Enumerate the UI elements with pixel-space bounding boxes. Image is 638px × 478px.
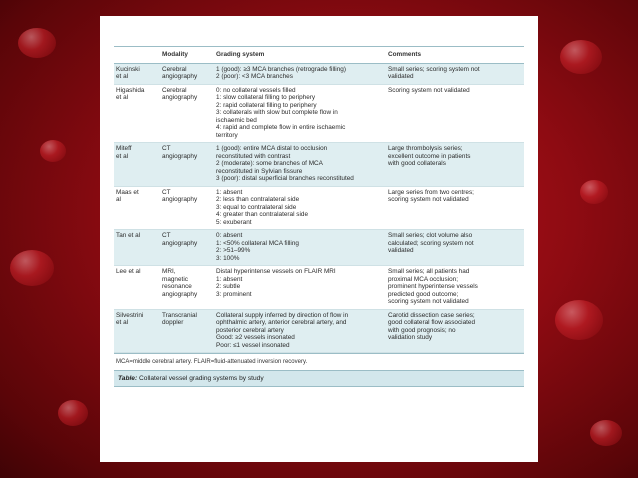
table-row [114, 84, 524, 143]
comments-cell-line: excellent outcome in patients [388, 152, 471, 160]
grading-cell-line: posterior cerebral artery [216, 326, 284, 334]
comments-cell-line: validation study [388, 334, 433, 341]
background-droplet [560, 40, 602, 74]
table-body [114, 63, 524, 353]
modality-cell-line: angiography [162, 73, 198, 80]
comments-cell-line: good collateral flow associated [388, 319, 476, 326]
caption-text: Collateral vessel grading systems by study [137, 375, 264, 382]
modality-cell [160, 143, 214, 187]
grading-cell-line: 2 (poor): <3 MCA branches [216, 73, 293, 80]
study-cell [114, 309, 160, 353]
grading-cell-line: Distal hyperintense vessels on FLAIR MRI [216, 268, 336, 275]
table-row [114, 186, 524, 230]
comments-cell-line: prominent hyperintense vessels [388, 283, 478, 290]
comments-cell-line: proximal MCA occlusion; [388, 275, 458, 283]
modality-cell-line: angiography [162, 196, 198, 203]
grading-cell-line: 1: absent [216, 188, 243, 196]
comments-cell-line: Large series from two centres; [388, 188, 474, 196]
comments-cell-line: calculated; scoring system not [388, 239, 474, 247]
grading-cell-line: ischaemic bed [216, 116, 257, 124]
comments-cell-line: scoring system not validated [388, 298, 469, 305]
comments-cell-line: scoring system not validated [388, 196, 469, 203]
study-cell [114, 266, 160, 310]
grading-cell [214, 143, 386, 187]
comments-cell-line: Carotid dissection case series; [388, 311, 475, 319]
study-cell [114, 230, 160, 266]
study-cell-line: al [116, 196, 121, 203]
grading-cell-line: 3 (poor): distal superficial branches reconstituted [216, 175, 354, 182]
header-study [114, 47, 160, 64]
table-header-row [114, 47, 524, 64]
study-cell [114, 143, 160, 187]
study-cell-line: Lee et al [116, 268, 141, 275]
grading-cell-line: 1: slow collateral filling to periphery [216, 94, 316, 101]
modality-cell [160, 186, 214, 230]
modality-cell-line: angiography [162, 239, 198, 247]
comments-cell-line: with good prognosis; no [388, 326, 456, 334]
header-modality: Modality [160, 47, 214, 64]
comments-cell-line: Small series; all patients had [388, 268, 470, 275]
grading-cell-line: Good: ≥2 vessels insonated [216, 334, 295, 341]
modality-cell-line: angiography [162, 94, 198, 101]
table-row [114, 63, 524, 84]
background-droplet [580, 180, 608, 204]
study-cell [114, 186, 160, 230]
grading-cell-line: 3: 100% [216, 254, 240, 262]
table-row [114, 309, 524, 353]
comments-cell-line: validated [388, 247, 414, 254]
background-droplet [58, 400, 88, 426]
modality-cell [160, 84, 214, 143]
table-row [114, 266, 524, 310]
comments-cell-line: Small series; clot volume also [388, 232, 473, 239]
grading-cell-line: 2: subtle [216, 283, 241, 290]
modality-cell-line: Transcranial [162, 311, 197, 319]
grading-cell-line: 3: collaterals with slow but complete flow in [216, 109, 338, 116]
study-cell-line: Maas et [116, 188, 139, 196]
study-cell-line: Kucinski [116, 65, 140, 73]
grading-cell-line: ophthalmic artery, anterior cerebral artery, and [216, 319, 347, 326]
background-droplet [555, 300, 603, 340]
grading-cell-line: 1 (good): ≥3 MCA branches (retrograde filling) [216, 65, 346, 73]
grading-cell-line: 2: rapid collateral filling to periphery [216, 101, 317, 109]
comments-cell [386, 84, 524, 143]
study-cell [114, 63, 160, 84]
modality-cell-line: angiography [162, 152, 198, 160]
study-cell-line: Tan et al [116, 232, 141, 239]
background-droplet [10, 250, 54, 286]
comments-cell [386, 143, 524, 187]
comments-cell-line: with good collaterals [388, 160, 446, 167]
grading-cell [214, 84, 386, 143]
grading-cell-line: 4: greater than contralateral side [216, 211, 309, 218]
modality-cell-line: magnetic [162, 275, 188, 283]
background-droplet [18, 28, 56, 58]
table-caption [114, 370, 524, 387]
table-footnote: MCA=middle cerebral artery. FLAIR=fluid-attenuated inversion recovery. [114, 353, 524, 368]
background-droplet [590, 420, 622, 446]
grading-cell-line: 2: less than contralateral side [216, 196, 300, 203]
grading-cell-line: 0: absent [216, 232, 243, 239]
modality-cell [160, 230, 214, 266]
modality-cell [160, 266, 214, 310]
grading-cell-line: 4: rapid and complete flow in entire ischaemic [216, 124, 346, 131]
modality-cell-line: angiography [162, 290, 198, 298]
grading-cell-line: 3: prominent [216, 290, 252, 298]
grading-cell-line: territory [216, 131, 238, 139]
grading-systems-table [114, 46, 524, 353]
study-cell-line: Higashida [116, 86, 145, 94]
modality-cell-line: MRI, [162, 268, 176, 275]
comments-cell [386, 309, 524, 353]
modality-cell-line: CT [162, 188, 171, 196]
comments-cell-line: Large thrombolysis series; [388, 145, 463, 152]
grading-cell-line: 5: exuberant [216, 218, 252, 226]
grading-cell-line: 0: no collateral vessels filled [216, 86, 296, 94]
study-cell-line: et al [116, 73, 129, 80]
comments-cell-line: validated [388, 73, 414, 80]
modality-cell-line: resonance [162, 283, 192, 290]
grading-cell-line: 1: <50% collateral MCA filling [216, 239, 299, 247]
comments-cell [386, 230, 524, 266]
modality-cell-line: Cerebral [162, 65, 187, 73]
grading-cell [214, 309, 386, 353]
modality-cell-line: doppler [162, 319, 184, 326]
header-comments: Comments [386, 47, 524, 64]
table-row [114, 143, 524, 187]
modality-cell-line: Cerebral [162, 86, 187, 94]
grading-cell-line: Poor: ≤1 vessel insonated [216, 341, 290, 349]
grading-cell-line: 1: absent [216, 275, 243, 283]
comments-cell [386, 186, 524, 230]
table-panel [114, 46, 524, 387]
grading-cell-line: Collateral supply inferred by direction of flow in [216, 311, 349, 319]
modality-cell [160, 309, 214, 353]
comments-cell-line: predicted good outcome; [388, 290, 459, 298]
study-cell-line: et al [116, 152, 129, 160]
grading-cell [214, 63, 386, 84]
modality-cell-line: CT [162, 232, 171, 239]
study-cell-line: et al [116, 319, 129, 326]
grading-cell-line: reconstituted in Sylvian fissure [216, 167, 303, 175]
grading-cell [214, 186, 386, 230]
caption-label: Table: [118, 375, 138, 382]
grading-cell [214, 230, 386, 266]
header-grading-system: Grading system [214, 47, 386, 64]
slide-card [100, 16, 538, 462]
comments-cell-line: Scoring system not validated [388, 86, 470, 94]
study-cell [114, 84, 160, 143]
grading-cell [214, 266, 386, 310]
study-cell-line: Miteff [116, 145, 132, 152]
study-cell-line: et al [116, 94, 129, 101]
grading-cell-line: 3: equal to contralateral side [216, 203, 297, 211]
modality-cell [160, 63, 214, 84]
comments-cell [386, 266, 524, 310]
comments-cell [386, 63, 524, 84]
grading-cell-line: 2 (moderate): some branches of MCA [216, 160, 323, 167]
table-row [114, 230, 524, 266]
comments-cell-line: Small series; scoring system not [388, 65, 480, 73]
grading-cell-line: 2: >51–99% [216, 247, 251, 254]
grading-cell-line: 1 (good): entire MCA distal to occlusion [216, 145, 328, 152]
background-droplet [40, 140, 66, 162]
grading-cell-line: reconstituted with contrast [216, 152, 291, 160]
modality-cell-line: CT [162, 145, 171, 152]
study-cell-line: Silvestrini [116, 311, 144, 319]
